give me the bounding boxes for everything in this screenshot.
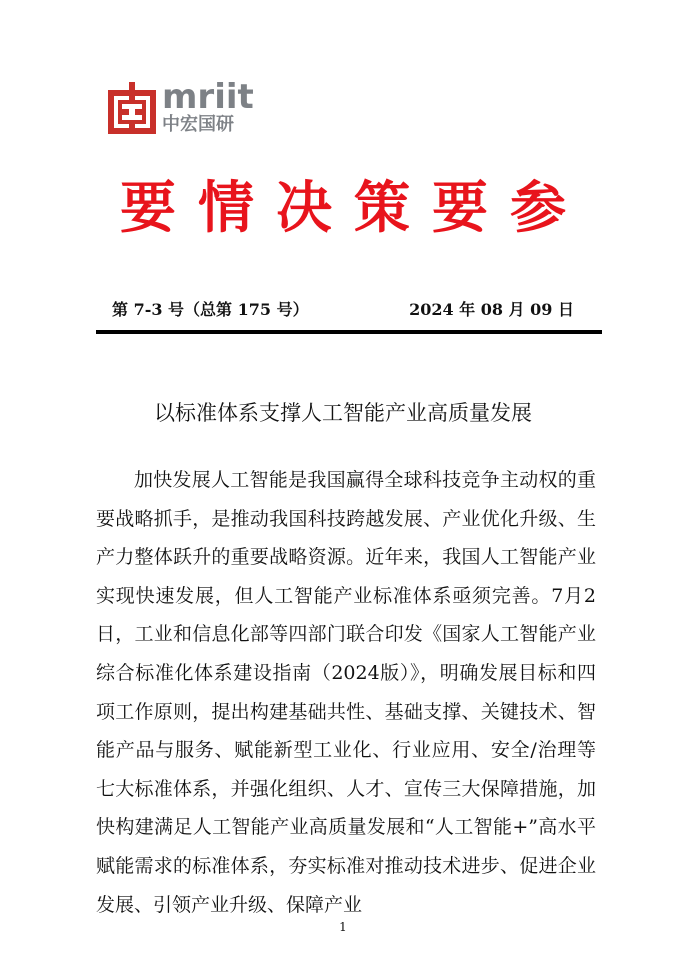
article-title: 以标准体系支撑人工智能产业高质量发展 <box>154 401 532 425</box>
article-body: 加快发展人工智能是我国赢得全球科技竞争主动权的重要战略抓手，是推动我国科技跨越发展、产业优化升级、生产力整体跃升的重要战略资源。近年来，我国人工智能产业实现快速发展，但人工智能产业标准体系亟须完善。7月2日，工业和信息化部等四部门联合印发《国家人工智能产业综合标准化体系建设指南（2024版）》，明确发展目标和四项工作原则，提出构建基础共性、基础支撑、关键技术、智能产品与服务、赋能新型工业化、行业应用、安全/治理等七大标准体系，并强化组织、人才、宣传三大保障措施，加快构建满足人工智能产业高质量发展和“人工智能+”高水平赋能需求的标准体系，夯实标准对推动技术进步、促进企业发展、引领产业升级、保障产业 <box>96 469 596 916</box>
publisher-logo <box>108 77 254 135</box>
page-number: 1 <box>339 920 347 934</box>
publication-masthead: 要情决策要参 <box>120 176 588 241</box>
logo-wordmark <box>162 77 254 135</box>
issue-number: 第 7-3 号（总第 175 号） <box>112 300 309 319</box>
header-divider <box>96 330 602 334</box>
mriit-logo-icon <box>108 82 156 134</box>
issue-info-row <box>112 300 574 320</box>
issue-date: 2024 年 08 月 09 日 <box>409 300 574 319</box>
logo-name-en: mriit <box>162 77 254 117</box>
logo-name-cn: 中宏国研 <box>162 114 234 135</box>
